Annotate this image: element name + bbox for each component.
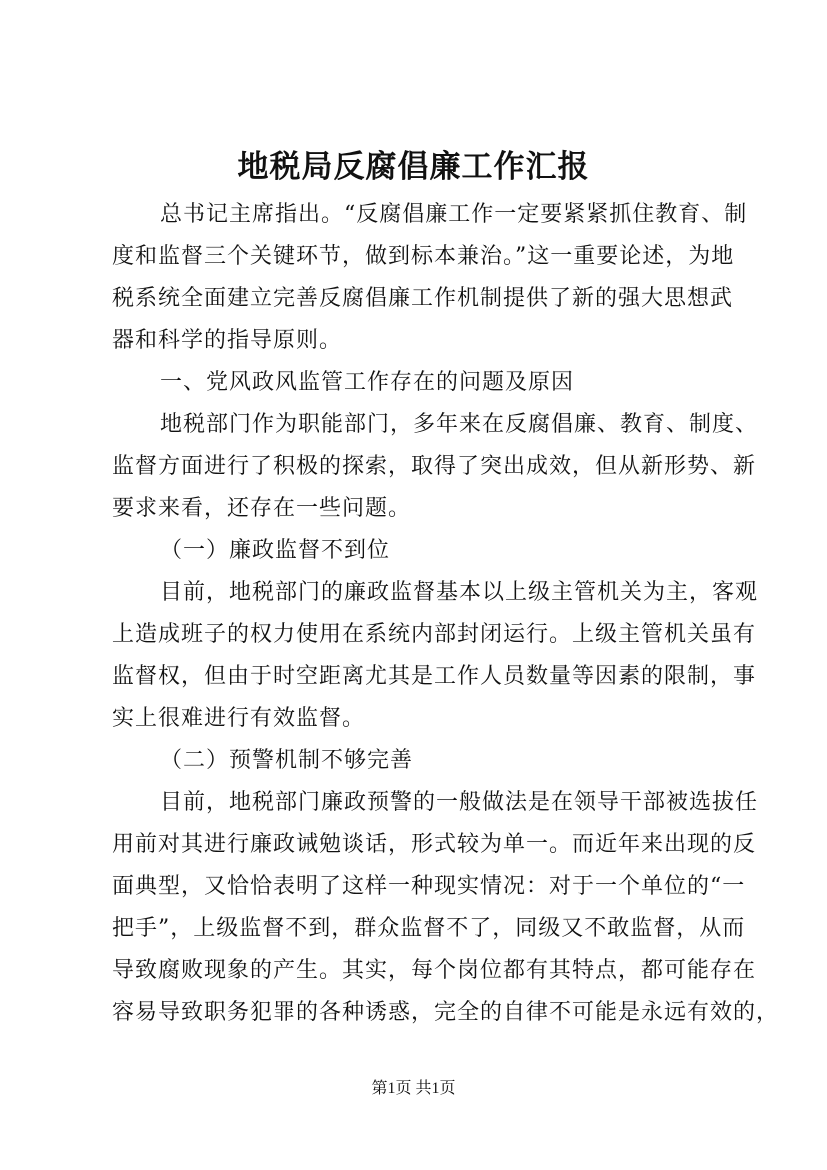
paragraph-line-15: 目前，地税部门廉政预警的一般做法是在领导干部被选拔任 (160, 790, 759, 815)
page-number-footer: 第1页 共1页 (371, 1080, 456, 1097)
paragraph-line-8: 要求来看，还存在一些问题。 (112, 496, 412, 521)
subsection-heading-2: （二）预警机制不够完善 (160, 748, 414, 773)
paragraph-line-1: 总书记主席指出。“反腐倡廉工作一定要紧紧抓住教育、制 (160, 202, 748, 227)
paragraph-line-19: 导致腐败现象的产生。其实，每个岗位都有其特点，都可能存在 (112, 958, 757, 983)
paragraph-line-20: 容易导致职务犯罪的各种诱惑，完全的自律不可能是永远有效的， (112, 1000, 780, 1025)
paragraph-line-11: 上造成班子的权力使用在系统内部封闭运行。上级主管机关虽有 (112, 622, 757, 647)
paragraph-line-6: 地税部门作为职能部门，多年来在反腐倡廉、教育、制度、 (160, 412, 759, 437)
paragraph-line-10: 目前，地税部门的廉政监督基本以上级主管机关为主，客观 (160, 580, 759, 605)
paragraph-line-4: 器和科学的指导原则。 (112, 328, 343, 353)
paragraph-line-17: 面典型，又恰恰表明了这样一种现实情况：对于一个单位的“一 (112, 874, 746, 899)
paragraph-line-12: 监督权，但由于时空距离尤其是工作人员数量等因素的限制，事 (112, 664, 757, 689)
subsection-heading-1: （一）廉政监督不到位 (160, 538, 391, 563)
paragraph-line-2: 度和监督三个关键环节，做到标本兼治。”这一重要论述，为地 (112, 244, 735, 269)
paragraph-line-13: 实上很难进行有效监督。 (112, 706, 366, 731)
document-title: 地税局反腐倡廉工作汇报 (237, 149, 590, 185)
paragraph-line-3: 税系统全面建立完善反腐倡廉工作机制提供了新的强大思想武 (112, 286, 734, 311)
paragraph-line-7: 监督方面进行了积极的探索，取得了突出成效，但从新形势、新 (112, 454, 757, 479)
section-heading-1: 一、党风政风监管工作存在的问题及原因 (160, 370, 575, 395)
paragraph-line-18: 把手”，上级监督不到，群众监督不了，同级又不敢监督，从而 (112, 916, 746, 941)
paragraph-line-16: 用前对其进行廉政诫勉谈话，形式较为单一。而近年来出现的反 (112, 832, 757, 857)
